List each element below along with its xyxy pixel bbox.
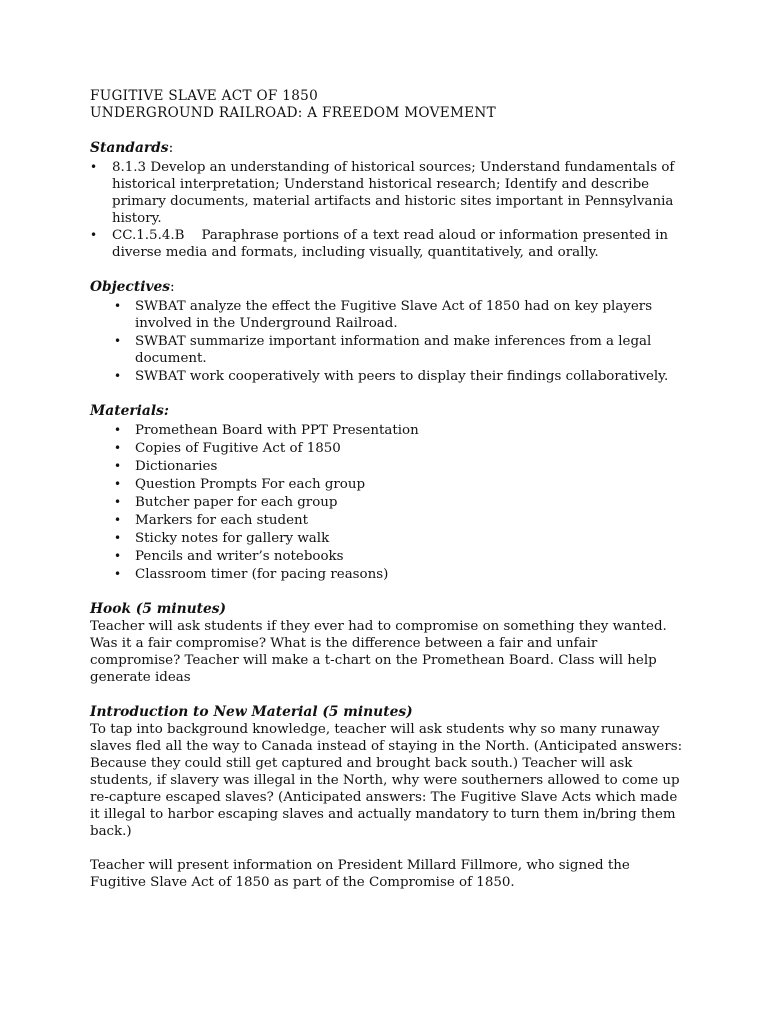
bullet-icon: • — [114, 531, 122, 545]
list-item — [90, 512, 688, 529]
bullet-icon: • — [114, 423, 122, 437]
bullet-icon: • — [90, 160, 98, 174]
list-item — [90, 566, 688, 583]
bullet-icon: • — [114, 477, 122, 491]
materials-item-text: Dictionaries — [135, 459, 218, 474]
standards-heading-colon: : — [168, 140, 174, 156]
list-item — [90, 159, 688, 227]
materials-item-text: Pencils and writer’s notebooks — [135, 549, 344, 564]
bullet-icon: • — [114, 441, 122, 455]
materials-list — [90, 422, 688, 583]
title-line-2: UNDERGROUND RAILROAD: A FREEDOM MOVEMENT — [90, 105, 496, 121]
bullet-icon: • — [114, 549, 122, 563]
materials-item-text: Question Prompts For each group — [135, 477, 366, 492]
standards-list — [90, 159, 688, 261]
bullet-icon: • — [114, 567, 122, 581]
materials-item-text: Sticky notes for gallery walk — [135, 531, 330, 546]
list-item — [90, 333, 688, 367]
introduction-paragraph-1: To tap into background knowledge, teacher will ask students why so many runaway slaves fled all the way to Canada instead of staying in the North. (Anticipated answers: Because they could still get captured and brought back south.) Teacher will ask students, if slavery was illegal in the North, why were southerners allowed to come up re-capture escaped slaves? (Anticipated answers: The Fugitive Slave Acts which made it illegal to harbor escaping slaves and actually mandatory to turn them in/bring them back.) — [90, 722, 683, 839]
hook-text: Teacher will ask students if they ever had to compromise on something they wanted. Was it a fair compromise? What is the difference between a fair and unfair compromise? Teacher will make a t-chart on the Promethean Board. Class will help generate ideas — [90, 619, 667, 685]
standards-item-text: CC.1.5.4.B Paraphrase portions of a text read aloud or information presented in diverse media and formats, including visually, quantitatively, and orally. — [112, 228, 673, 260]
objectives-heading-colon: : — [170, 279, 175, 295]
bullet-icon: • — [114, 299, 122, 313]
list-item — [90, 298, 688, 332]
objectives-section — [90, 279, 688, 385]
materials-section — [90, 403, 688, 583]
materials-item-text: Promethean Board with PPT Presentation — [135, 423, 419, 438]
list-item — [90, 227, 688, 261]
bullet-icon: • — [114, 513, 122, 527]
introduction-heading: Introduction to New Material (5 minutes) — [90, 704, 413, 720]
bullet-icon: • — [90, 228, 98, 242]
list-item — [90, 476, 688, 493]
standards-heading — [90, 140, 688, 157]
bullet-icon: • — [114, 459, 122, 473]
bullet-icon: • — [114, 369, 122, 383]
objectives-heading — [90, 279, 688, 296]
list-item — [90, 458, 688, 475]
objectives-item-text: SWBAT work cooperatively with peers to display their findings collaboratively. — [135, 369, 669, 384]
hook-heading: Hook (5 minutes) — [90, 601, 227, 617]
list-item — [90, 368, 688, 385]
standards-heading-text: Standards — [90, 140, 169, 156]
objectives-item-text: SWBAT summarize important information and make inferences from a legal document. — [135, 334, 652, 366]
materials-item-text: Markers for each student — [135, 513, 309, 528]
list-item — [90, 548, 688, 565]
objectives-heading-text: Objectives — [90, 279, 171, 295]
standards-item-text: 8.1.3 Develop an understanding of historical sources; Understand fundamentals of historical interpretation; Understand historical research; Identify and describe primary documents, material artifacts and historic sites important in Pennsylvania history. — [112, 160, 675, 226]
bullet-icon: • — [114, 334, 122, 348]
materials-item-text: Butcher paper for each group — [135, 495, 338, 510]
hook-section — [90, 601, 688, 686]
bullet-icon: • — [114, 495, 122, 509]
introduction-paragraph-2: Teacher will present information on President Millard Fillmore, who signed the Fugitive Slave Act of 1850 as part of the Compromise of 1850. — [90, 858, 630, 890]
title-line-1: FUGITIVE SLAVE ACT OF 1850 — [90, 88, 319, 104]
objectives-list — [90, 298, 688, 385]
materials-item-text: Copies of Fugitive Act of 1850 — [135, 441, 341, 456]
objectives-item-text: SWBAT analyze the effect the Fugitive Slave Act of 1850 had on key players involved in the Underground Railroad. — [135, 299, 653, 331]
list-item — [90, 422, 688, 439]
list-item — [90, 530, 688, 547]
introduction-section — [90, 704, 688, 891]
standards-section — [90, 140, 688, 261]
document-title — [90, 88, 688, 122]
list-item — [90, 440, 688, 457]
materials-heading: Materials: — [90, 403, 169, 419]
list-item — [90, 494, 688, 511]
materials-item-text: Classroom timer (for pacing reasons) — [135, 567, 389, 582]
